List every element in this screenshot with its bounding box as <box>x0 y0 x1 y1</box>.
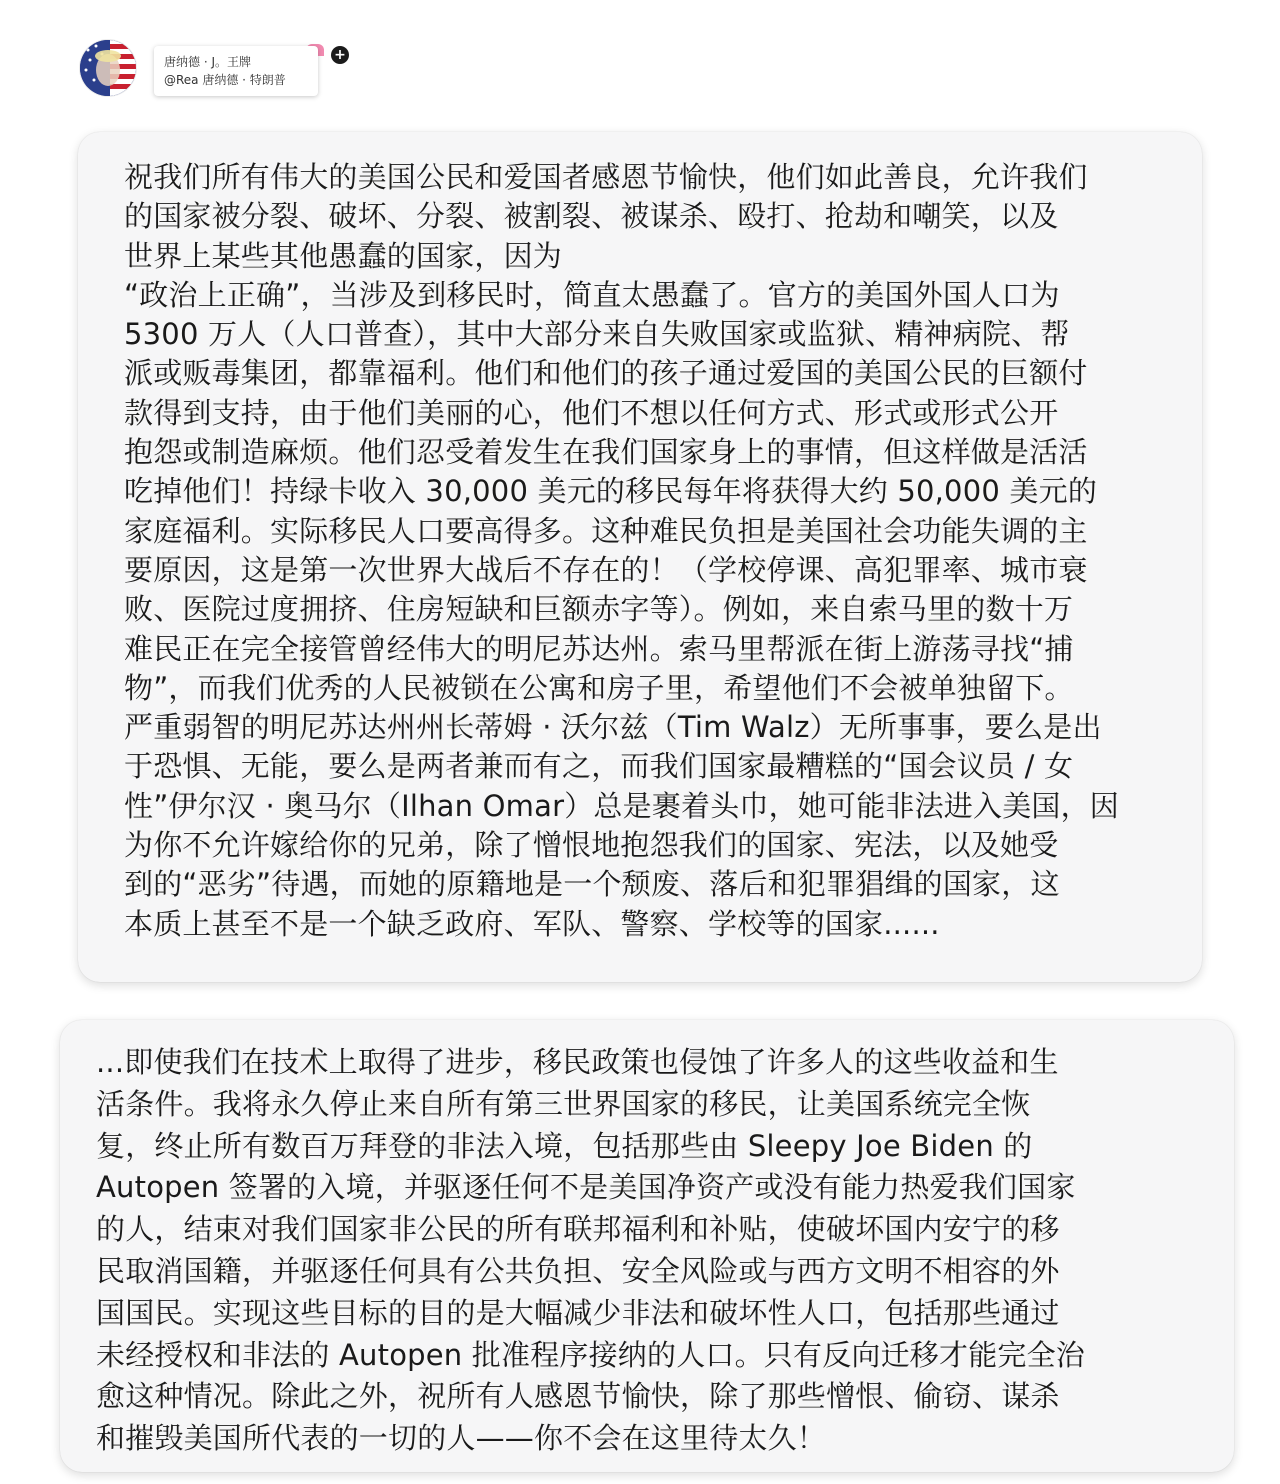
post-text-part-1: 祝我们所有伟大的美国公民和爱国者感恩节愉快，他们如此善良，允许我们 的国家被分裂、破坏、分裂、被割裂、被谋杀、殴打、抢劫和嘲笑，以及 世界上某些其他愚蠢的国家，因为 “政治上正确”，当涉及到移民时，简直太愚蠢了。官方的美国外国人口为 5300 万人（人口普查），其中大部分来自失败国家或监狱、精神病院、帮 派或贩毒集团，都靠福利。他们和他们的孩子通过爱国的美国公民的巨额付 款得到支持，由于他们美丽的心，他们不想以任何方式、形式或形式公开 抱怨或制造麻烦。他们忍受着发生在我们国家身上的事情，但这样做是活活 吃掉他们！持绿卡收入 30,000 美元的移民每年将获得大约 50,000 美元的 家庭福利。实际移民人口要高得多。这种难民负担是美国社会功能失调的主 要原因，这是第一次世界大战后不存在的！（学校停课、高犯罪率、城市衰 败、医院过度拥挤、住房短缺和巨额赤字等）。例如，来自索马里的数十万 难民正在完全接管曾经伟大的明尼苏达州。索马里帮派在街上游荡寻找“捕 物”，而我们优秀的人民被锁在公寓和房子里，希望他们不会被单独留下。 严重弱智的明尼苏达州州长蒂姆 · 沃尔兹（Tim Walz）无所事事，要么是出 于恐惧、无能，要么是两者兼而有之，而我们国家最糟糕的“国会议员 / 女 性”伊尔汉 · 奥马尔（Ilhan Omar）总是裹着头巾，她可能非法进入美国，因 为你不允许嫁给你的兄弟，除了憎恨地抱怨我们的国家、宪法，以及她受 到的“恶劣”待遇，而她的原籍地是一个颓废、落后和犯罪猖缉的国家，这 本质上甚至不是一个缺乏政府、军队、警察、学校等的国家...... <box>124 160 1120 941</box>
post-text-part-2: ...即使我们在技术上取得了进步，移民政策也侵蚀了许多人的这些收益和生 活条件。我将永久停止来自所有第三世界国家的移民，让美国系统完全恢 复，终止所有数百万拜登的非法入境，包括那些由 Sleepy Joe Biden 的 Autopen 签署的入境，并驱逐任何不是美国净资产或没有能力热爱我们国家 的人，结束对我们国家非公民的所有联邦福利和补贴，使破坏国内安宁的移 民取消国籍，并驱逐任何具有公共负担、安全风险或与西方文明不相容的外 国国民。实现这些目标的目的是大幅减少非法和破坏性人口，包括那些通过 未经授权和非法的 Autopen 批准程序接纳的人口。只有反向迁移才能完全治 愈这种情况。除此之外，祝所有人感恩节愉快，除了那些憎恨、偷窃、谋杀 和摧毁美国所代表的一切的人——你不会在这里待太久！ <box>96 1045 1085 1456</box>
author-handle: @Rea 唐纳德 · 特朗普 <box>164 73 286 87</box>
post-card-part-1 <box>78 132 1202 982</box>
author-name-card[interactable] <box>154 46 318 96</box>
author-display-name: 唐纳德 · J。王牌 <box>164 55 251 69</box>
avatar[interactable] <box>80 40 136 96</box>
follow-plus-button[interactable]: + <box>331 46 349 64</box>
flag-portrait-icon <box>80 40 136 96</box>
post-card-part-2 <box>60 1020 1234 1472</box>
